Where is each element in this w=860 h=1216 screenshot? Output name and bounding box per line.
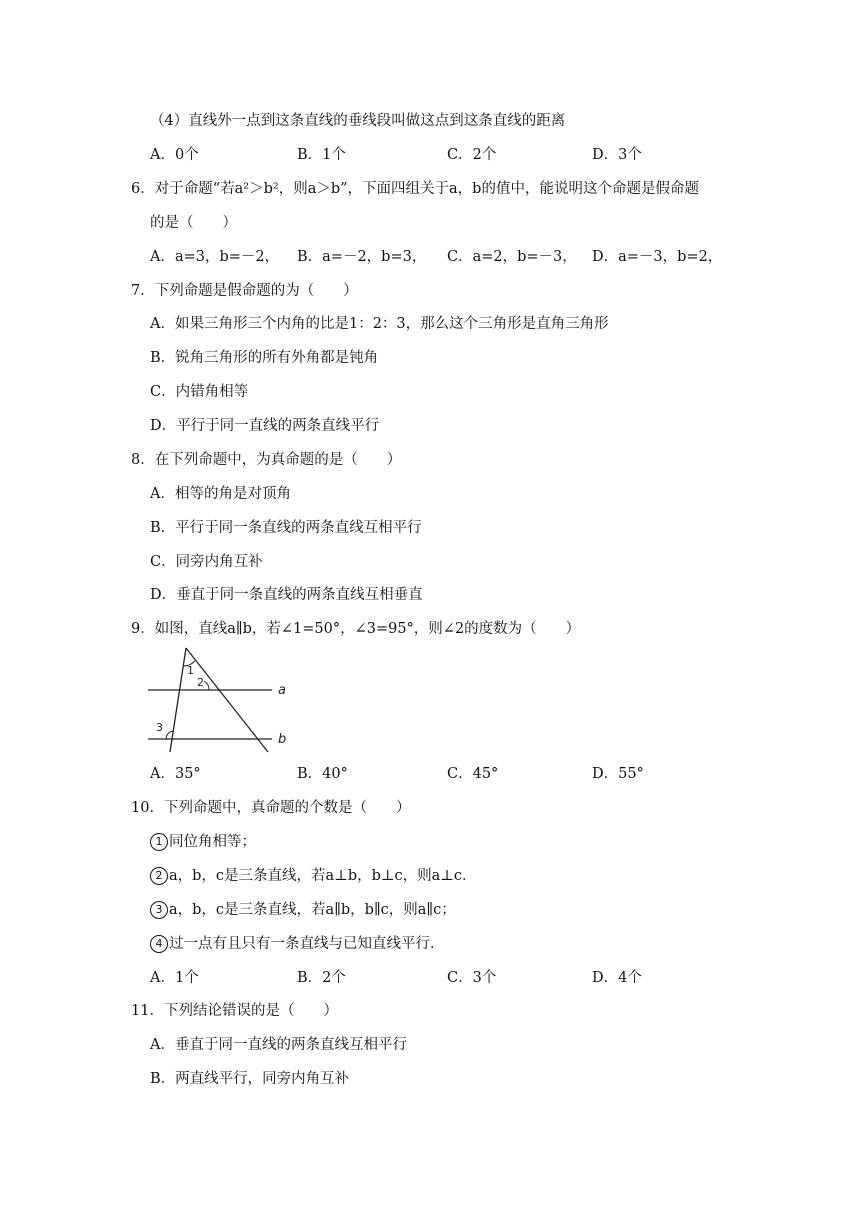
q10-option-c: C．3个 <box>447 970 497 986</box>
q6-option-a: A．a=3，b=－2， <box>150 249 280 265</box>
label-angle-1: 1 <box>187 664 194 677</box>
q9-option-b: B．40° <box>297 766 348 782</box>
q6-option-c: C．a=2，b=－3， <box>447 249 577 265</box>
transversal-right <box>186 648 268 752</box>
q10-item-1-text: 同位角相等； <box>169 834 256 850</box>
q7-stem: 7．下列命题是假命题的为（ ） <box>131 283 358 299</box>
circled-number-4: 4 <box>150 935 168 953</box>
q8-option-b: B．平行于同一条直线的两条直线互相平行 <box>150 520 422 536</box>
q10-option-a: A．1个 <box>150 970 199 986</box>
q7-option-b: B．锐角三角形的所有外角都是钝角 <box>150 350 379 366</box>
q5-option-d: D．3个 <box>592 147 642 163</box>
circled-number-3: 3 <box>150 901 168 919</box>
label-angle-2: 2 <box>197 676 204 689</box>
q10-stem: 10．下列命题中，真命题的个数是（ ） <box>131 800 411 816</box>
q9-stem: 9．如图，直线a∥b，若∠1=50°，∠3=95°，则∠2的度数为（ ） <box>131 621 581 637</box>
q6-option-b: B．a=－2，b=3， <box>297 249 427 265</box>
q10-option-d: D．4个 <box>592 970 642 986</box>
label-line-a: a <box>278 683 286 698</box>
q9-option-d: D．55° <box>592 766 644 782</box>
q10-item-4 <box>150 933 445 955</box>
q11-option-b: B．两直线平行，同旁内角互补 <box>150 1071 350 1087</box>
q10-item-3 <box>150 899 456 921</box>
q6-option-d: D．a=－3，b=2， <box>592 249 723 265</box>
q8-stem: 8．在下列命题中，为真命题的是（ ） <box>131 452 402 468</box>
q7-option-a: A．如果三角形三个内角的比是1：2：3，那么这个三角形是直角三角形 <box>150 316 609 332</box>
q5-option-c: C．2个 <box>447 147 497 163</box>
q5-option-b: B．1个 <box>297 147 346 163</box>
q10-item-2 <box>150 865 477 887</box>
q8-option-d: D．垂直于同一条直线的两条直线互相垂直 <box>150 587 423 603</box>
q5-item-4: （4）直线外一点到这条直线的垂线段叫做这点到这条直线的距离 <box>150 113 566 129</box>
q9-figure-parallel-lines <box>146 646 296 756</box>
label-line-b: b <box>278 732 287 747</box>
q11-stem: 11．下列结论错误的是（ ） <box>131 1003 338 1019</box>
q8-option-a: A．相等的角是对顶角 <box>150 486 291 502</box>
q9-option-a: A．35° <box>150 766 201 782</box>
q6-stem-line-2: 的是（ ） <box>150 215 237 231</box>
q5-option-a: A．0个 <box>150 147 199 163</box>
q10-item-4-text: 过一点有且只有一条直线与已知直线平行． <box>169 936 445 952</box>
circled-number-2: 2 <box>150 867 168 885</box>
q11-option-a: A．垂直于同一直线的两条直线互相平行 <box>150 1037 407 1053</box>
q7-option-d: D．平行于同一直线的两条直线平行 <box>150 418 380 434</box>
q10-item-1 <box>150 831 256 853</box>
circled-number-1: 1 <box>150 833 168 851</box>
q6-stem-line-1: 6．对于命题“若a²＞b²，则a＞b”，下面四组关于a，b的值中，能说明这个命题是假命题 <box>131 181 699 197</box>
label-angle-3: 3 <box>156 721 163 734</box>
q10-item-2-text: a，b，c是三条直线，若a⊥b，b⊥c，则a⊥c． <box>169 868 477 884</box>
transversal-left <box>170 648 186 752</box>
q10-item-3-text: a，b，c是三条直线，若a∥b，b∥c，则a∥c； <box>169 902 456 918</box>
q10-option-b: B．2个 <box>297 970 346 986</box>
q9-option-c: C．45° <box>447 766 499 782</box>
q8-option-c: C．同旁内角互补 <box>150 554 263 570</box>
q7-option-c: C．内错角相等 <box>150 384 249 400</box>
angle-2-arc <box>204 681 209 690</box>
